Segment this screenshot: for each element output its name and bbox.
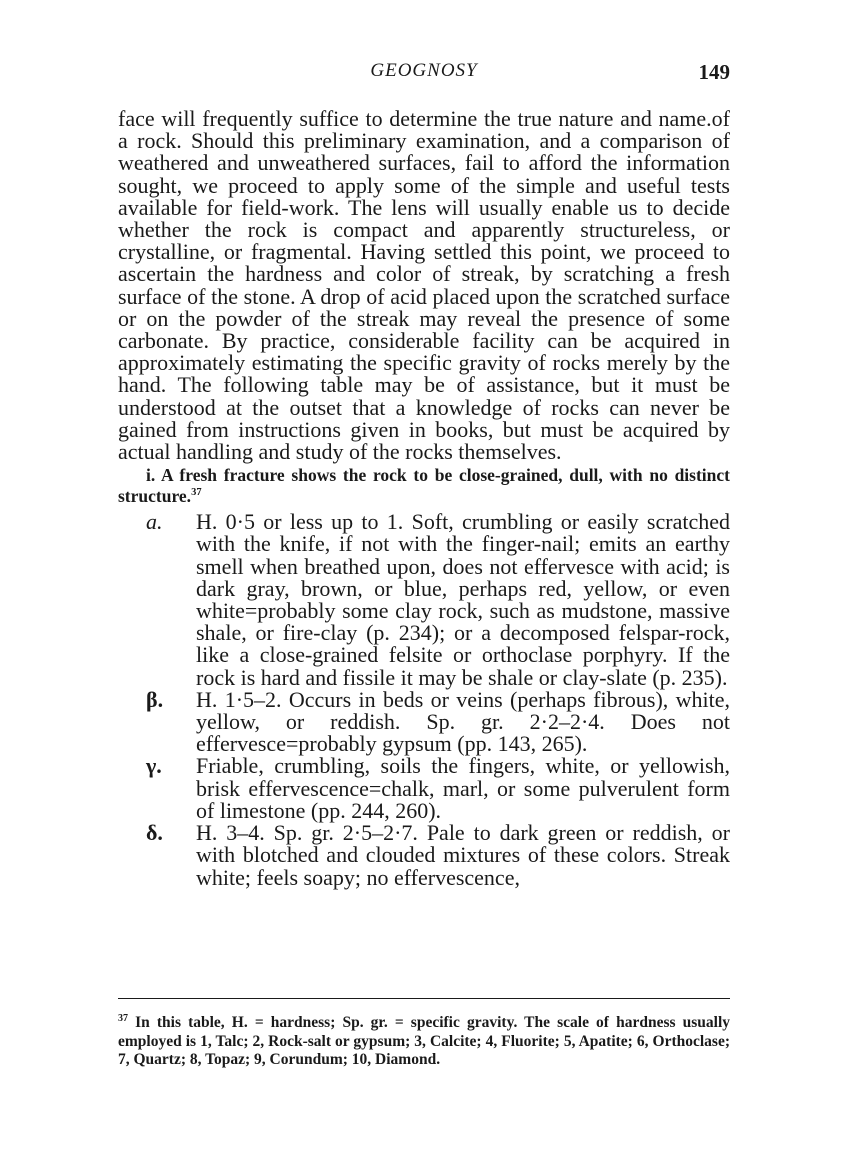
footnote-text: In this table, H. = hardness; Sp. gr. = specific gravity. The scale of hardness usually employed is 1, Talc; 2, Rock-salt or gypsum; 3, Calcite; 4, Fluorite; 5, Apatite; 6, Orthoclase; 7, Quartz; 8, Topaz; 9, Corundum; 10, Diamond. <box>118 1014 731 1068</box>
list-item-delta <box>118 822 730 889</box>
item-text: H. 1·5–2. Occurs in beds or veins (perhaps fibrous), white, yellow, or reddish. Sp. gr. 2·2–2·4. Does not effervesce=probably gypsum (pp. 143, 265). <box>196 686 730 757</box>
section-heading <box>118 465 730 507</box>
page-header <box>118 60 730 90</box>
running-title: GEOGNOSY <box>370 60 478 81</box>
page-body <box>118 108 730 889</box>
item-text: H. 3–4. Sp. gr. 2·5–2·7. Pale to dark green or reddish, or with blotched and clouded mixtures of these colors. Streak white; feels soapy; no effervescence, <box>196 820 730 890</box>
item-marker: γ. <box>146 753 162 779</box>
item-text: H. 0·5 or less up to 1. Soft, crumbling or easily scratched with the knife, if not with the finger-nail; emits an earthy smell when breathed upon, does not effervesce with acid; is dark gray, brown, or blue, perhaps red, yellow, or even white=probably some clay rock, such as mudstone, massive shale, or fire-clay (p. 234); or a decomposed felspar-rock, like a close-grained felsite or orthoclase porphyry. If the rock is hard and fissile it may be shale or clay-slate (p. 235). <box>196 509 730 690</box>
list-item-alpha <box>118 511 730 689</box>
item-text: Friable, crumbling, soils the fingers, white, or yellowish, brisk effervescence=chalk, marl, or some pulverulent form of limestone (pp. 244, 260). <box>196 753 730 823</box>
section-heading-text: i. A fresh fracture shows the rock to be close-grained, dull, with no distinct structure. <box>118 465 730 507</box>
page-number: 149 <box>698 60 730 84</box>
list-item-beta <box>118 686 730 757</box>
item-marker: δ. <box>146 820 163 846</box>
footnote-divider <box>118 998 730 999</box>
intro-paragraph: face will frequently suffice to determine the true nature and name.of a rock. Should this preliminary examination, and a comparison of weathered and unweathered surfaces, fail to afford the information sought, we proceed to apply some of the simple and useful tests available for field-work. The lens will usually enable us to decide whether the rock is compact and apparently structureless, or crystalline, or fragmental. Having settled this point, we proceed to ascertain the hardness and color of streak, by scratching a fresh surface of the stone. A drop of acid placed upon the scratched surface or on the powder of the streak may reveal the presence of some carbonate. By practice, considerable facility can be acquired in approximately estimating the specific gravity of rocks merely by the hand. The following table may be of assistance, but it must be understood at the outset that a knowledge of rocks can never be gained from instructions given in books, but must be acquired by actual handling and study of the rocks themselves. <box>118 106 730 465</box>
footnote-mark: 37 <box>118 1012 128 1024</box>
footnote <box>118 1014 730 1070</box>
list-item-gamma <box>118 755 730 822</box>
footnote-reference: 37 <box>191 487 202 499</box>
item-marker: a. <box>146 509 163 535</box>
item-marker: β. <box>146 686 164 712</box>
